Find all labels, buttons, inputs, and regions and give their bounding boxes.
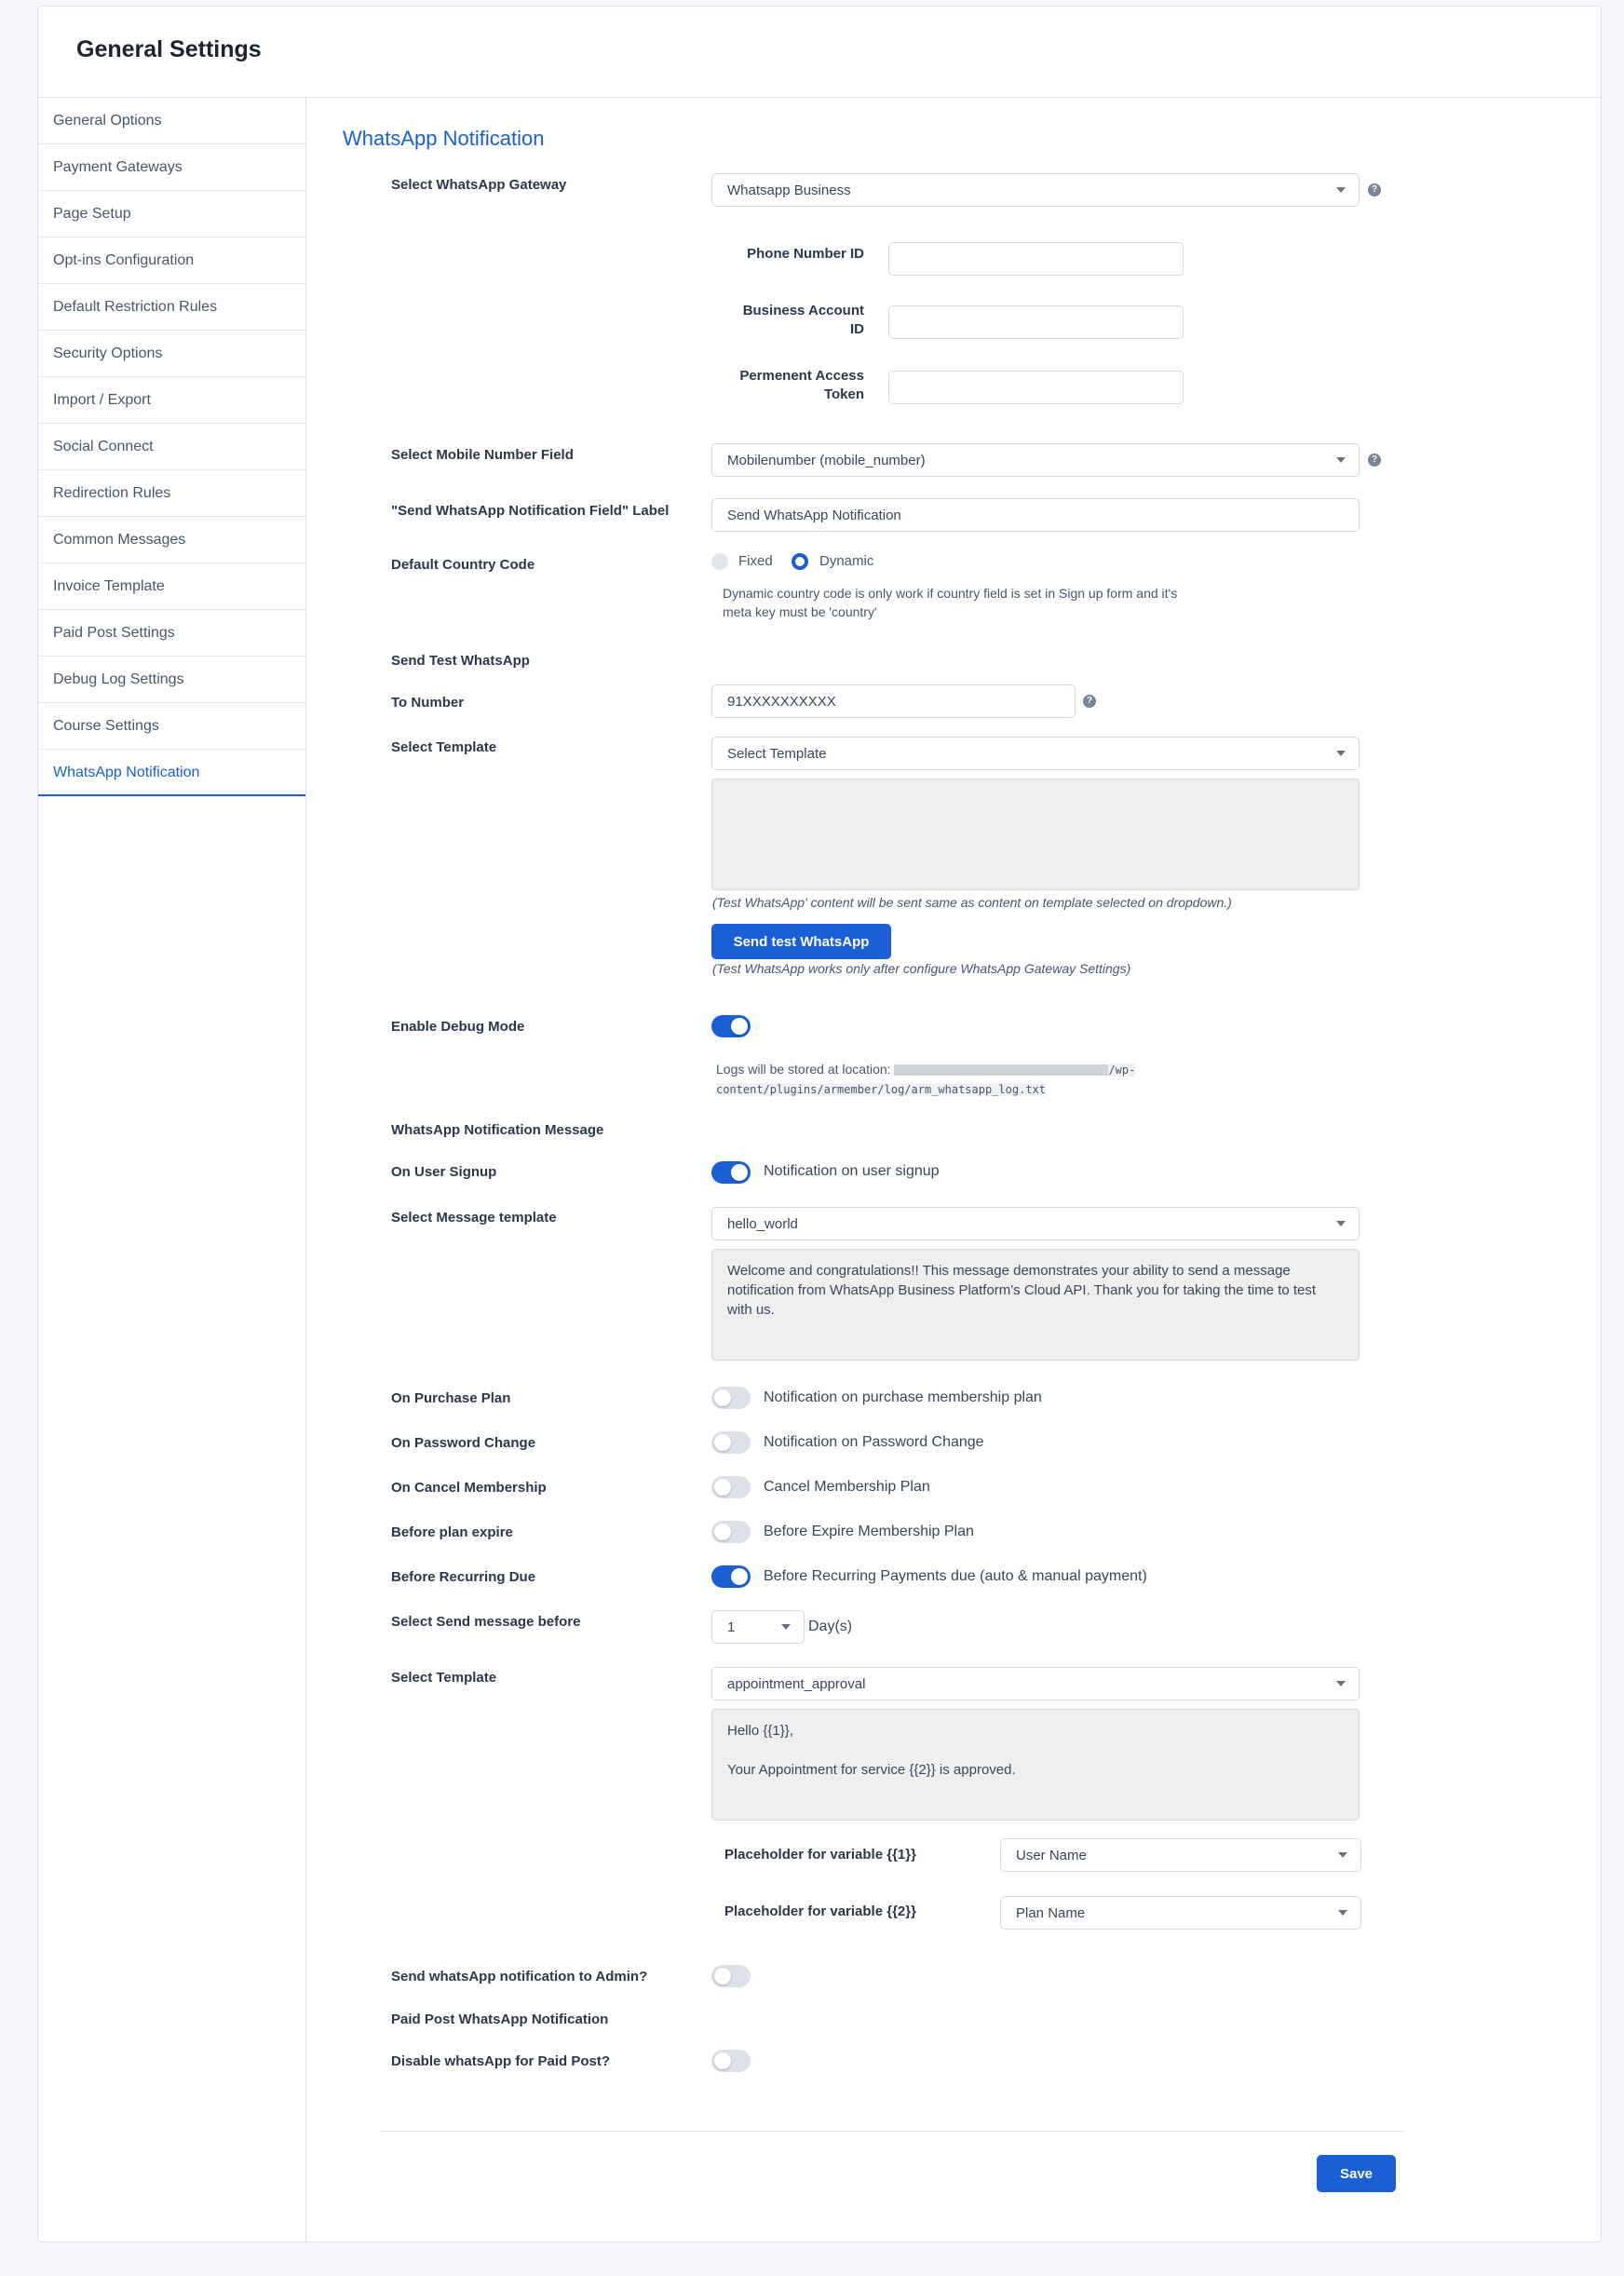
- recurring-due-label: Before Recurring Due: [391, 1569, 536, 1585]
- template2-content-line2: Your Appointment for service {{2}} is approved.: [727, 1762, 1016, 1778]
- sidebar-item-whatsapp-notification[interactable]: WhatsApp Notification: [38, 750, 305, 796]
- gateway-label: Select WhatsApp Gateway: [391, 177, 567, 193]
- test-template-note: (Test WhatsApp' content will be sent same as content on template selected on dropdown.): [712, 895, 1232, 910]
- toggle-knob: [731, 1568, 748, 1585]
- placeholder1-select[interactable]: [1000, 1838, 1361, 1872]
- admin-notification-toggle[interactable]: [711, 1965, 751, 1987]
- send-before-label: Select Send message before: [391, 1614, 581, 1630]
- message-template-content-line3: with us.: [727, 1302, 775, 1318]
- message-template-label: Select Message template: [391, 1210, 557, 1226]
- plan-expire-label: Before plan expire: [391, 1524, 513, 1540]
- toggle-knob: [714, 2052, 731, 2069]
- debug-mode-toggle[interactable]: [711, 1015, 751, 1037]
- test-template-select-value: Select Template: [727, 745, 827, 762]
- toggle-knob: [714, 1434, 731, 1451]
- debug-log-location: [716, 1060, 1135, 1099]
- toggle-knob: [714, 1968, 731, 1985]
- country-code-note: [723, 584, 1177, 621]
- sidebar-item-redirection-rules[interactable]: Redirection Rules: [38, 470, 305, 517]
- notify-field-label: "Send WhatsApp Notification Field" Label: [391, 503, 670, 519]
- access-token-label-line1: Permenent Access: [739, 368, 864, 384]
- message-template-content[interactable]: [711, 1249, 1360, 1361]
- business-account-id-label: [652, 302, 864, 339]
- message-template-select[interactable]: [711, 1207, 1360, 1240]
- mobile-field-label: Select Mobile Number Field: [391, 447, 574, 463]
- access-token-label: [652, 367, 864, 404]
- test-template-select[interactable]: [711, 737, 1360, 770]
- placeholder2-select[interactable]: [1000, 1896, 1361, 1930]
- toggle-knob: [714, 1524, 731, 1540]
- sidebar-item-general-options[interactable]: General Options: [38, 98, 305, 144]
- business-account-id-input[interactable]: [888, 305, 1184, 339]
- sidebar-item-page-setup[interactable]: Page Setup: [38, 191, 305, 237]
- purchase-plan-text: Notification on purchase membership plan: [764, 1389, 1042, 1405]
- template2-label: Select Template: [391, 1670, 497, 1686]
- sidebar-item-import-export[interactable]: Import / Export: [38, 377, 305, 424]
- gateway-select[interactable]: [711, 173, 1360, 207]
- placeholder1-select-value: User Name: [1016, 1847, 1087, 1863]
- question-circle-icon[interactable]: ?: [1368, 454, 1381, 467]
- caret-down-icon: [1336, 1681, 1346, 1687]
- admin-notification-label: Send whatsApp notification to Admin?: [391, 1969, 648, 1985]
- sidebar-item-payment-gateways[interactable]: Payment Gateways: [38, 144, 305, 191]
- caret-down-icon: [1336, 457, 1346, 463]
- section-title: WhatsApp Notification: [343, 127, 545, 150]
- plan-expire-text: Before Expire Membership Plan: [764, 1524, 974, 1539]
- toggle-knob: [714, 1479, 731, 1496]
- purchase-plan-label: On Purchase Plan: [391, 1390, 511, 1406]
- phone-number-id-input[interactable]: [888, 242, 1184, 276]
- sidebar-item-social-connect[interactable]: Social Connect: [38, 424, 305, 470]
- caret-down-icon: [1338, 1852, 1347, 1858]
- test-template-label: Select Template: [391, 739, 497, 755]
- plan-expire-toggle[interactable]: [711, 1521, 751, 1543]
- phone-number-id-label: Phone Number ID: [747, 246, 864, 262]
- cancel-membership-text: Cancel Membership Plan: [764, 1479, 930, 1495]
- toggle-knob: [731, 1164, 748, 1181]
- sidebar-item-opt-ins[interactable]: Opt-ins Configuration: [38, 237, 305, 284]
- gateway-select-value: Whatsapp Business: [727, 182, 851, 198]
- page-title: General Settings: [76, 36, 262, 62]
- template2-select[interactable]: [711, 1667, 1360, 1700]
- user-signup-label: On User Signup: [391, 1164, 497, 1180]
- sidebar-item-invoice-template[interactable]: Invoice Template: [38, 563, 305, 610]
- to-number-input[interactable]: 91XXXXXXXXXX: [711, 684, 1076, 718]
- notify-field-input[interactable]: Send WhatsApp Notification: [711, 498, 1360, 532]
- placeholder2-label: Placeholder for variable {{2}}: [724, 1903, 916, 1919]
- question-circle-icon[interactable]: ?: [1083, 695, 1096, 708]
- send-test-whatsapp-button[interactable]: Send test WhatsApp: [711, 924, 891, 959]
- caret-down-icon: [1336, 187, 1346, 193]
- to-number-label: To Number: [391, 695, 465, 711]
- notification-message-heading: WhatsApp Notification Message: [391, 1122, 604, 1138]
- sidebar-item-common-messages[interactable]: Common Messages: [38, 517, 305, 563]
- sidebar-item-debug-log-settings[interactable]: Debug Log Settings: [38, 657, 305, 703]
- country-code-fixed-radio[interactable]: [711, 553, 728, 570]
- caret-down-icon: [1338, 1910, 1347, 1916]
- access-token-label-line2: Token: [823, 386, 864, 402]
- debug-mode-label: Enable Debug Mode: [391, 1019, 525, 1035]
- send-before-select-value: 1: [727, 1619, 736, 1635]
- paid-post-heading: Paid Post WhatsApp Notification: [391, 2012, 609, 2027]
- placeholder1-label: Placeholder for variable {{1}}: [724, 1847, 916, 1863]
- country-code-fixed-label: Fixed: [738, 553, 773, 569]
- template2-select-value: appointment_approval: [727, 1675, 866, 1692]
- debug-log-path-end: /wp-: [1108, 1063, 1136, 1077]
- message-template-content-line2: notification from WhatsApp Business Platform's Cloud API. Thank you for taking the time to test: [727, 1282, 1317, 1298]
- password-change-toggle[interactable]: [711, 1431, 751, 1454]
- country-code-label: Default Country Code: [391, 557, 535, 573]
- password-change-text: Notification on Password Change: [764, 1434, 984, 1450]
- mobile-field-select[interactable]: [711, 443, 1360, 477]
- send-before-select[interactable]: [711, 1610, 805, 1644]
- country-code-dynamic-radio[interactable]: [792, 553, 808, 570]
- question-circle-icon[interactable]: ?: [1368, 183, 1381, 196]
- test-gateway-note: (Test WhatsApp works only after configure WhatsApp Gateway Settings): [712, 961, 1131, 976]
- country-code-note-line2: meta key must be 'country': [723, 604, 877, 619]
- access-token-input[interactable]: [888, 371, 1184, 404]
- footer-divider: [380, 2131, 1404, 2132]
- toggle-knob: [714, 1389, 731, 1406]
- password-change-label: On Password Change: [391, 1435, 536, 1451]
- test-template-content[interactable]: [711, 779, 1360, 890]
- sidebar-item-paid-post-settings[interactable]: Paid Post Settings: [38, 610, 305, 657]
- message-template-content-line1: Welcome and congratulations!! This message demonstrates your ability to send a message: [727, 1263, 1291, 1279]
- paid-post-disable-toggle[interactable]: [711, 2050, 751, 2072]
- sidebar-item-security-options[interactable]: Security Options: [38, 331, 305, 377]
- save-button[interactable]: Save: [1317, 2155, 1396, 2192]
- toggle-knob: [731, 1018, 748, 1035]
- sidebar-item-course-settings[interactable]: Course Settings: [38, 703, 305, 750]
- cancel-membership-label: On Cancel Membership: [391, 1480, 547, 1496]
- business-account-id-label-line1: Business Account: [742, 303, 864, 318]
- caret-down-icon: [781, 1624, 791, 1630]
- send-test-heading: Send Test WhatsApp: [391, 653, 530, 669]
- placeholder2-select-value: Plan Name: [1016, 1904, 1086, 1921]
- country-code-dynamic-label: Dynamic: [819, 553, 874, 569]
- template2-content-line1: Hello {{1}},: [727, 1723, 793, 1739]
- message-template-select-value: hello_world: [727, 1215, 798, 1232]
- redacted-path: [894, 1064, 1108, 1076]
- caret-down-icon: [1336, 1221, 1346, 1226]
- business-account-id-label-line2: ID: [850, 321, 864, 337]
- template2-content[interactable]: [711, 1709, 1360, 1821]
- purchase-plan-toggle[interactable]: [711, 1387, 751, 1409]
- page-header: [38, 7, 1601, 98]
- cancel-membership-toggle[interactable]: [711, 1476, 751, 1498]
- mobile-field-select-value: Mobilenumber (mobile_number): [727, 452, 926, 468]
- country-code-note-line1: Dynamic country code is only work if country field is set in Sign up form and it's: [723, 586, 1178, 601]
- user-signup-text: Notification on user signup: [764, 1163, 940, 1179]
- recurring-due-toggle[interactable]: [711, 1565, 751, 1588]
- recurring-due-text: Before Recurring Payments due (auto & manual payment): [764, 1568, 1147, 1584]
- user-signup-toggle[interactable]: [711, 1161, 751, 1184]
- debug-log-prefix: Logs will be stored at location:: [716, 1062, 891, 1077]
- sidebar-item-restriction-rules[interactable]: Default Restriction Rules: [38, 284, 305, 331]
- caret-down-icon: [1336, 751, 1346, 756]
- paid-post-disable-label: Disable whatsApp for Paid Post?: [391, 2053, 611, 2069]
- debug-log-path: content/plugins/armember/log/arm_whatsapp_log.txt: [716, 1083, 1047, 1096]
- settings-sidebar: [38, 98, 306, 2242]
- send-before-unit: Day(s): [808, 1619, 853, 1634]
